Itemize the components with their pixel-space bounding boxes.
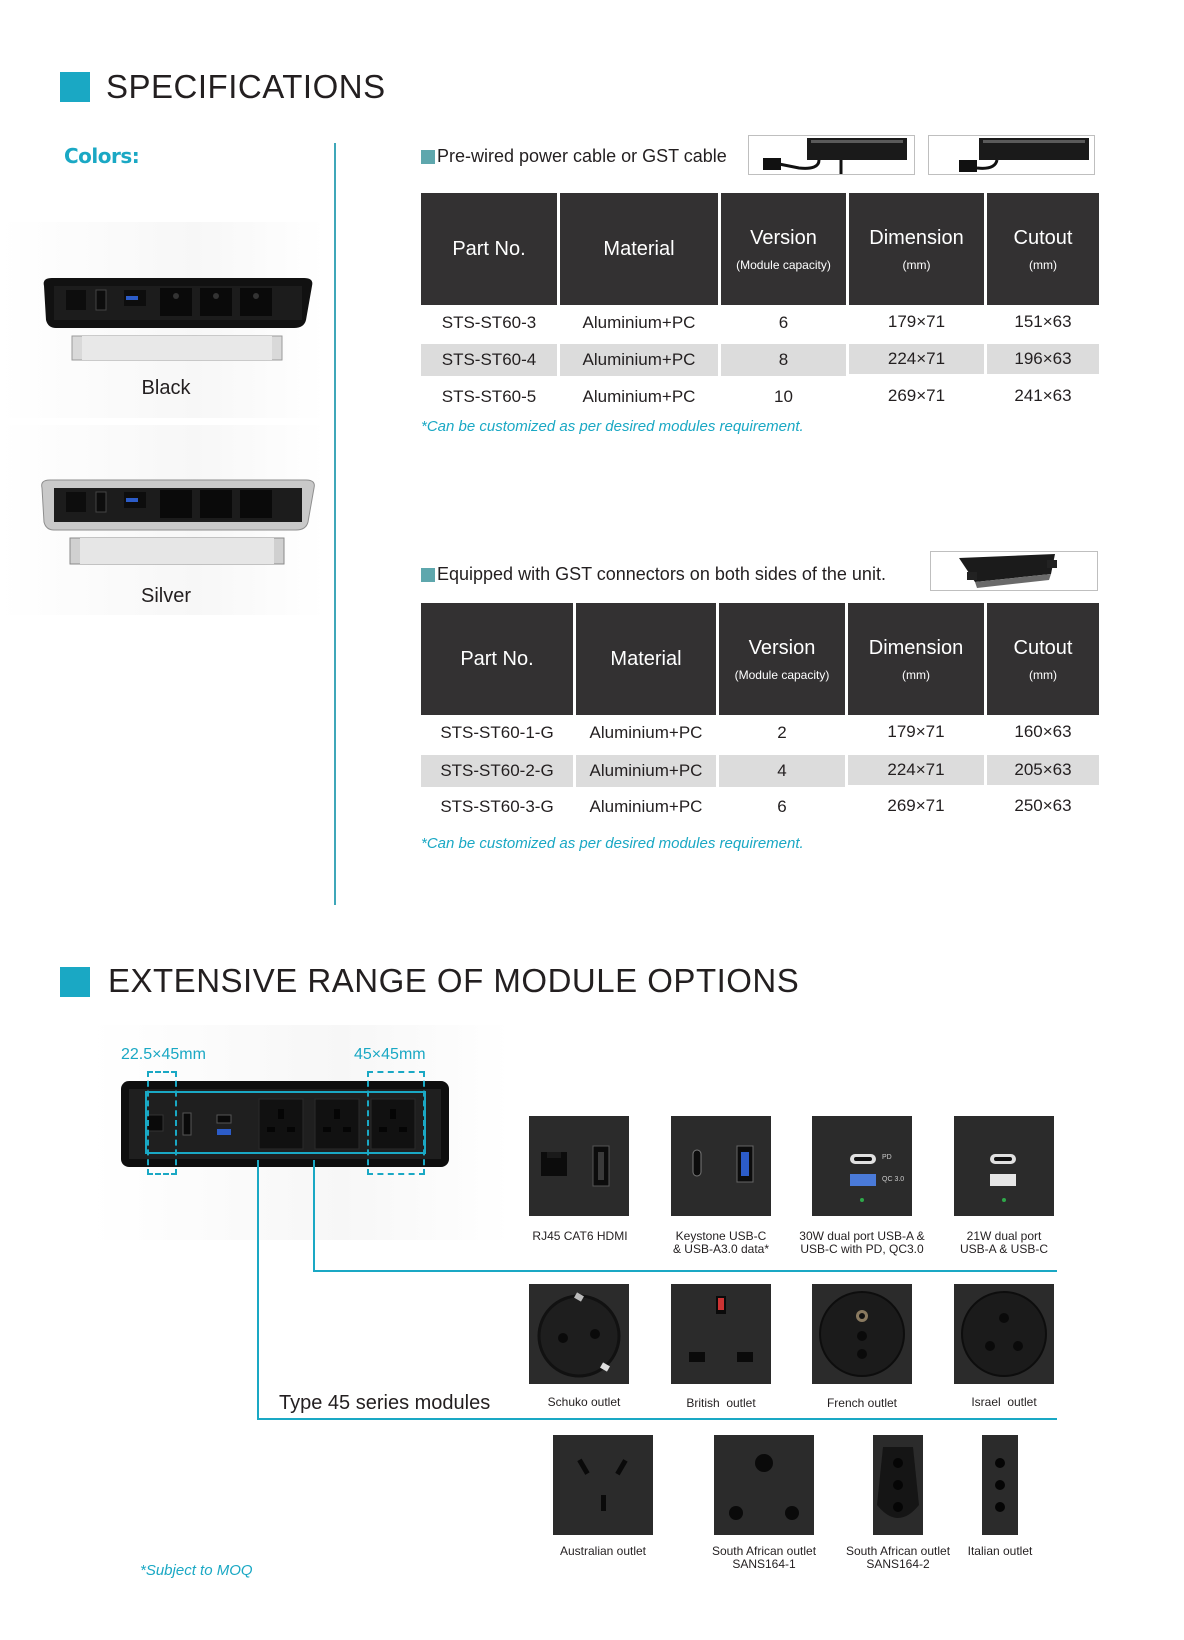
header-dimension: Dimension (mm) bbox=[848, 603, 984, 715]
table-row bbox=[421, 717, 1099, 749]
section-marker bbox=[60, 967, 90, 997]
cell-material: Aluminium+PC bbox=[576, 755, 716, 787]
cell-cutout: 160×63 bbox=[1014, 722, 1072, 741]
power-cable-icon bbox=[749, 136, 915, 175]
south-african-outlet-2-module bbox=[873, 1435, 923, 1535]
british-outlet-icon bbox=[671, 1284, 771, 1384]
cell-dimension: 179×71 bbox=[887, 312, 946, 331]
small-module-marker bbox=[147, 1071, 177, 1175]
color-name-silver: Silver bbox=[140, 585, 191, 607]
usb-charger-30w-icon bbox=[812, 1116, 912, 1216]
cell-version: 4 bbox=[719, 755, 845, 787]
israel-outlet-module bbox=[954, 1284, 1054, 1384]
header-material: Material bbox=[560, 193, 718, 305]
cell-dimension: 179×71 bbox=[887, 722, 945, 741]
british-outlet-module bbox=[671, 1284, 771, 1384]
cell-material: Aluminium+PC bbox=[560, 344, 718, 376]
cell-dimension: 224×71 bbox=[848, 755, 984, 785]
connector-line bbox=[313, 1270, 1057, 1272]
cell-material: Aluminium+PC bbox=[582, 313, 696, 332]
schuko-outlet-module bbox=[529, 1284, 629, 1384]
cell-version: 2 bbox=[777, 723, 787, 742]
cell-cutout: 241×63 bbox=[1014, 386, 1072, 405]
gst-cable-image bbox=[928, 135, 1095, 175]
table2-note: *Can be customized as per desired modules requirement. bbox=[421, 835, 804, 852]
table-row bbox=[421, 381, 1099, 413]
modules-title: EXTENSIVE RANGE OF MODULE OPTIONS bbox=[108, 962, 800, 999]
header-version: Version (Module capacity) bbox=[721, 193, 846, 305]
table1-header bbox=[421, 193, 1099, 305]
cell-material: Aluminium+PC bbox=[589, 797, 703, 816]
table2-caption bbox=[421, 564, 886, 585]
cell-version: 10 bbox=[774, 387, 793, 406]
israel-caption: Israel outlet bbox=[971, 1395, 1037, 1409]
connector-line bbox=[257, 1418, 1057, 1420]
table-row bbox=[421, 791, 1099, 823]
french-outlet-icon bbox=[812, 1284, 912, 1384]
specifications-title: SPECIFICATIONS bbox=[106, 68, 386, 105]
table-row bbox=[421, 307, 1099, 339]
silver-power-unit-image bbox=[40, 478, 324, 568]
color-name-black: Black bbox=[141, 377, 191, 399]
dim-small-label: 22.5×45mm bbox=[121, 1046, 206, 1063]
usb-charger-30w-caption: 30W dual port USB-A & USB-C with PD, QC3.0 bbox=[799, 1229, 925, 1256]
south-african-outlet-1-icon bbox=[714, 1435, 814, 1535]
bullet-square bbox=[421, 568, 435, 582]
usb-charger-21w-caption: 21W dual port USB-A & USB-C bbox=[959, 1229, 1049, 1256]
italian-caption: Italian outlet bbox=[967, 1544, 1033, 1558]
connector-line bbox=[313, 1160, 315, 1272]
large-module-marker bbox=[367, 1071, 425, 1175]
header-version: Version (Module capacity) bbox=[719, 603, 845, 715]
table2-header bbox=[421, 603, 1099, 715]
schuko-caption: Schuko outlet bbox=[547, 1395, 621, 1409]
french-outlet-module bbox=[812, 1284, 912, 1384]
australian-caption: Australian outlet bbox=[559, 1544, 647, 1558]
black-power-unit-image bbox=[42, 276, 322, 366]
type45-label: Type 45 series modules bbox=[279, 1392, 491, 1414]
south-african-1-caption: South African outlet SANS164-1 bbox=[711, 1544, 817, 1571]
header-part-no: Part No. bbox=[421, 603, 573, 715]
cell-version: 6 bbox=[777, 797, 787, 816]
header-dimension: Dimension (mm) bbox=[849, 193, 984, 305]
cell-part-no: STS-ST60-3-G bbox=[440, 797, 554, 816]
usb-data-caption: Keystone USB-C & USB-A3.0 data* bbox=[672, 1229, 770, 1256]
cell-dimension: 224×71 bbox=[849, 344, 984, 374]
italian-outlet-icon bbox=[982, 1435, 1018, 1535]
cell-dimension: 269×71 bbox=[887, 796, 945, 815]
header-cutout: Cutout (mm) bbox=[987, 193, 1099, 305]
rj45-hdmi-module-icon bbox=[529, 1116, 629, 1216]
schuko-outlet-icon bbox=[529, 1284, 629, 1384]
connector-line bbox=[257, 1160, 259, 1420]
gst-connector-icon bbox=[931, 552, 1098, 591]
cell-material: Aluminium+PC bbox=[589, 723, 703, 742]
cell-cutout: 205×63 bbox=[987, 755, 1099, 785]
section-marker bbox=[60, 72, 90, 102]
cell-part-no: STS-ST60-2-G bbox=[421, 755, 573, 787]
rj45-hdmi-module bbox=[529, 1116, 629, 1216]
cell-cutout: 196×63 bbox=[987, 344, 1099, 374]
dim-large-label: 45×45mm bbox=[354, 1046, 426, 1063]
cell-material: Aluminium+PC bbox=[582, 387, 696, 406]
colors-label: Colors: bbox=[64, 144, 140, 168]
cell-part-no: STS-ST60-1-G bbox=[440, 723, 554, 742]
usb-data-module-icon bbox=[671, 1116, 771, 1216]
pd-label: PD bbox=[882, 1154, 892, 1161]
bullet-square bbox=[421, 150, 435, 164]
usb-data-module bbox=[671, 1116, 771, 1216]
header-part-no: Part No. bbox=[421, 193, 557, 305]
moq-note: *Subject to MOQ bbox=[140, 1562, 253, 1579]
australian-outlet-icon bbox=[553, 1435, 653, 1535]
header-cutout: Cutout (mm) bbox=[987, 603, 1099, 715]
australian-outlet-module bbox=[553, 1435, 653, 1535]
south-african-outlet-1-module bbox=[714, 1435, 814, 1535]
cell-version: 6 bbox=[778, 313, 789, 332]
vertical-divider bbox=[334, 143, 336, 905]
table-row bbox=[421, 344, 1099, 376]
south-african-2-caption: South African outlet SANS164-2 bbox=[845, 1544, 951, 1571]
french-caption: French outlet bbox=[826, 1396, 898, 1410]
south-african-outlet-2-icon bbox=[873, 1435, 923, 1535]
usb-charger-21w-module bbox=[954, 1116, 1054, 1216]
british-caption: British outlet bbox=[686, 1396, 756, 1410]
cell-version: 8 bbox=[721, 344, 846, 376]
power-cable-image bbox=[748, 135, 915, 175]
rj45-hdmi-caption: RJ45 CAT6 HDMI bbox=[532, 1229, 628, 1243]
gst-cable-icon bbox=[929, 136, 1095, 175]
italian-outlet-module bbox=[982, 1435, 1018, 1535]
israel-outlet-icon bbox=[954, 1284, 1054, 1384]
table1-caption bbox=[421, 146, 727, 167]
cell-dimension: 269×71 bbox=[887, 386, 946, 405]
gst-connector-image bbox=[930, 551, 1098, 591]
cell-part-no: STS-ST60-4 bbox=[421, 344, 557, 376]
table1-caption-text: Pre-wired power cable or GST cable bbox=[437, 146, 727, 166]
cell-cutout: 250×63 bbox=[1014, 796, 1072, 815]
table1-note: *Can be customized as per desired modules requirement. bbox=[421, 418, 804, 435]
cell-part-no: STS-ST60-3 bbox=[441, 313, 537, 332]
cell-part-no: STS-ST60-5 bbox=[441, 387, 537, 406]
qc-label: QC 3.0 bbox=[882, 1176, 905, 1183]
usb-charger-21w-icon bbox=[954, 1116, 1054, 1216]
usb-charger-30w-module bbox=[812, 1116, 912, 1216]
header-material: Material bbox=[576, 603, 716, 715]
table-row bbox=[421, 755, 1099, 787]
cell-cutout: 151×63 bbox=[1014, 312, 1072, 331]
table2-caption-text: Equipped with GST connectors on both sides of the unit. bbox=[437, 564, 886, 584]
